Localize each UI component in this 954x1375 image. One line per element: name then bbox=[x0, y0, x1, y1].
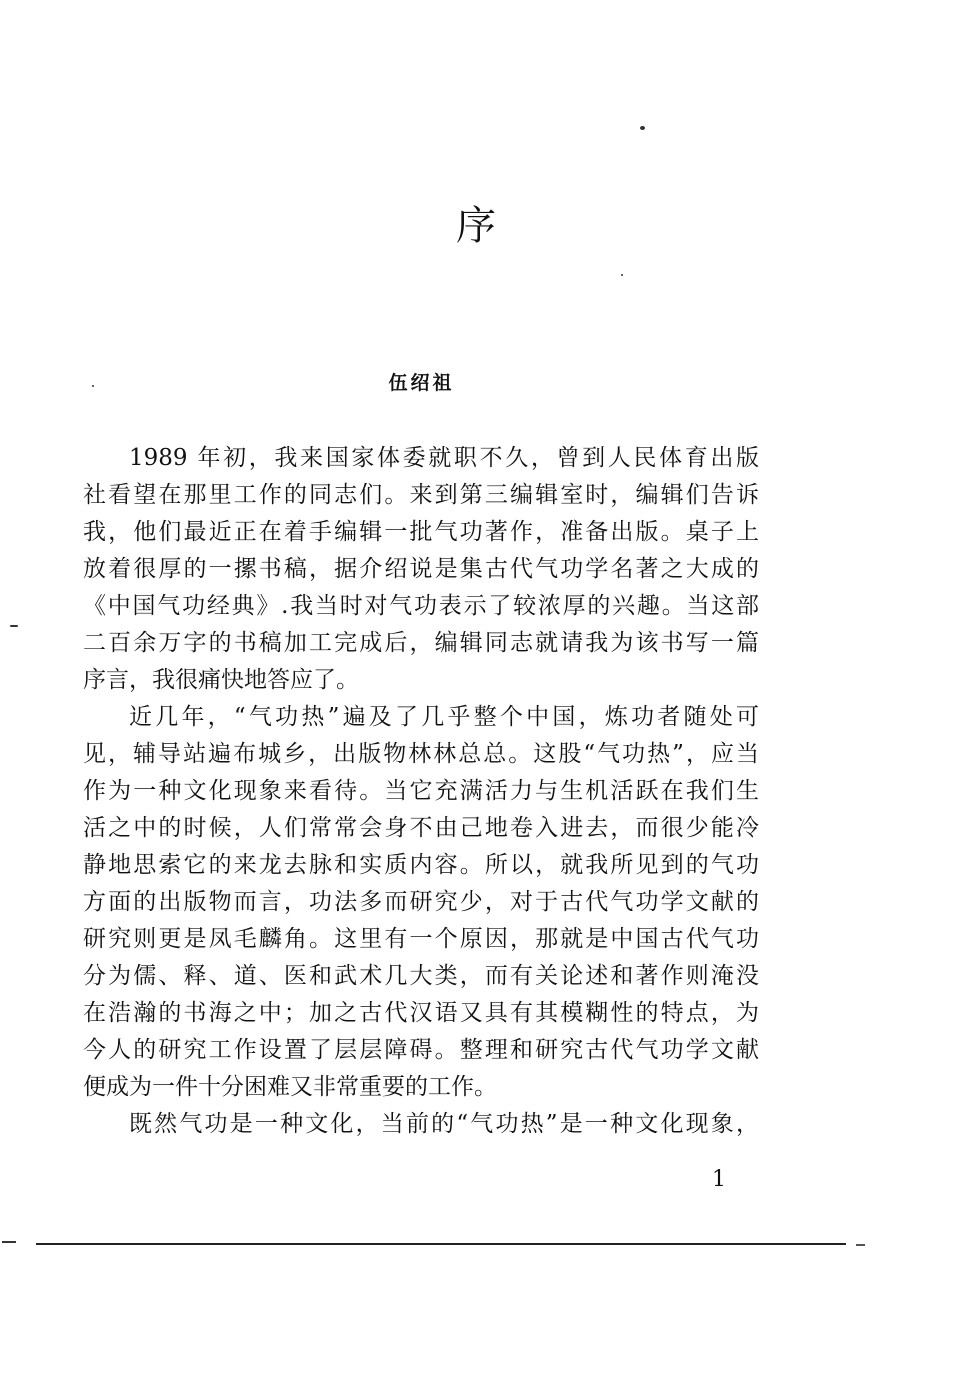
body-text bbox=[83, 440, 759, 1143]
scan-speck bbox=[92, 385, 94, 387]
text-line: 序言，我很痛快地答应了。 bbox=[83, 667, 359, 693]
text-line: 分为儒、释、道、医和武术几大类，而有关论述和著作则淹没 bbox=[83, 963, 759, 989]
text-line: 作为一种文化现象来看待。当它充满活力与生机活跃在我们生 bbox=[83, 778, 759, 804]
text-line: 社看望在那里工作的同志们。来到第三编辑室时，编辑们告诉 bbox=[83, 482, 759, 508]
text-line: 今人的研究工作设置了层层障碍。整理和研究古代气功学文献 bbox=[83, 1037, 759, 1063]
text-line: 便成为一件十分困难又非常重要的工作。 bbox=[83, 1074, 497, 1100]
footer-rule-left-mark bbox=[2, 1241, 16, 1243]
text-line: 《中国气功经典》.我当时对气功表示了较浓厚的兴趣。当这部 bbox=[83, 593, 759, 619]
text-line: 方面的出版物而言，功法多而研究少，对于古代气功学文献的 bbox=[83, 889, 759, 915]
text-line: 在浩瀚的书海之中；加之古代汉语又具有其模糊性的特点，为 bbox=[83, 1000, 759, 1026]
text-line: 近几年，“气功热”遍及了几乎整个中国，炼功者随处可 bbox=[129, 704, 759, 730]
text-line: 既然气功是一种文化，当前的“气功热”是一种文化现象， bbox=[129, 1111, 759, 1137]
page-title: 序 bbox=[456, 203, 498, 249]
text-line: 1989 年初，我来国家体委就职不久，曾到人民体育出版 bbox=[129, 445, 759, 471]
text-line: 放着很厚的一摞书稿，据介绍说是集古代气功学名著之大成的 bbox=[83, 556, 759, 582]
footer-rule bbox=[36, 1243, 846, 1245]
scan-speck bbox=[621, 274, 623, 276]
text-line: 我，他们最近正在着手编辑一批气功著作，准备出版。桌子上 bbox=[83, 519, 759, 545]
text-line: 见，辅导站遍布城乡，出版物林林总总。这股“气功热”，应当 bbox=[83, 741, 759, 767]
page-number: 1 bbox=[712, 1167, 726, 1192]
footer-rule-right-mark bbox=[856, 1244, 865, 1246]
scan-speck bbox=[640, 126, 645, 130]
text-line: 活之中的时候，人们常常会身不由己地卷入进去，而很少能冷 bbox=[83, 815, 759, 841]
text-line: 二百余万字的书稿加工完成后，编辑同志就请我为该书写一篇 bbox=[83, 630, 759, 656]
text-line: 静地思索它的来龙去脉和实质内容。所以，就我所见到的气功 bbox=[83, 852, 759, 878]
scan-speck bbox=[10, 625, 18, 627]
text-line: 研究则更是凤毛麟角。这里有一个原因，那就是中国古代气功 bbox=[83, 926, 759, 952]
author-name: 伍绍祖 bbox=[388, 372, 455, 394]
